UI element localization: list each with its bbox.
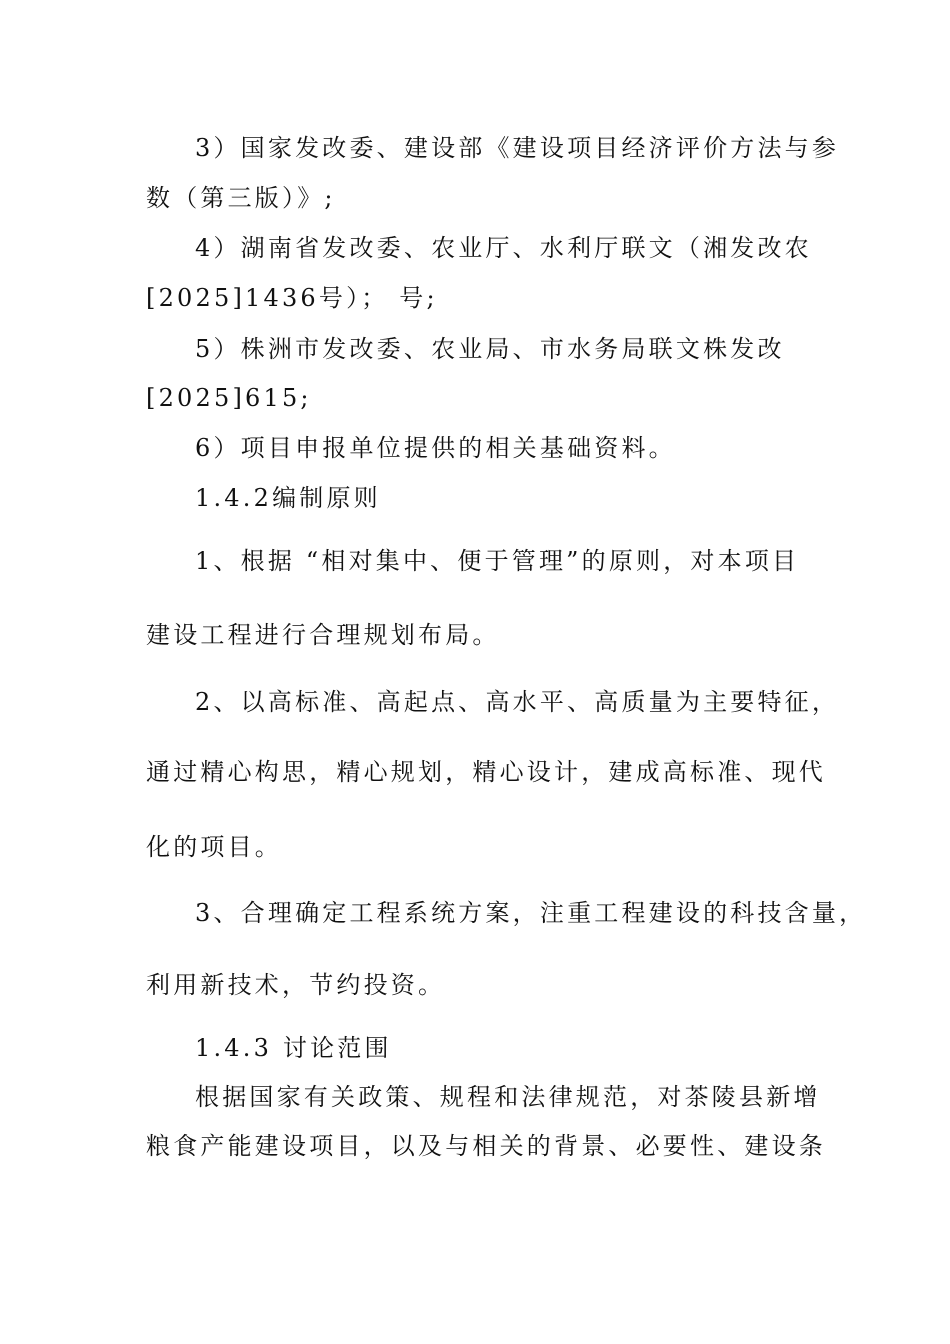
principle-1-line-1: 1、根据 “相对集中、便于管理”的原则，对本项目 bbox=[195, 547, 800, 575]
scope-paragraph-line-2: 粮食产能建设项目，以及与相关的背景、必要性、建设条 bbox=[146, 1132, 826, 1160]
reference-item-4-line-1: 4）湖南省发改委、农业厅、水利厅联文（湘发改农 bbox=[195, 234, 812, 262]
reference-item-5-line-1: 5）株洲市发改委、农业局、市水务局联文株发改 bbox=[195, 335, 785, 363]
section-heading-1-4-2: 1.4.2编制原则 bbox=[195, 484, 381, 512]
reference-item-4-line-2: [2025]1436号）； 号; bbox=[146, 284, 438, 312]
reference-item-3-line-1: 3）国家发改委、建设部《建设项目经济评价方法与参 bbox=[195, 134, 840, 162]
principle-2-line-3: 化的项目。 bbox=[146, 833, 282, 861]
principle-2-line-2: 通过精心构思，精心规划，精心设计，建成高标准、现代 bbox=[146, 758, 826, 786]
principle-3-line-2: 利用新技术，节约投资。 bbox=[146, 971, 446, 999]
reference-item-3-line-2: 数（第三版）》; bbox=[146, 184, 336, 212]
section-heading-1-4-3: 1.4.3 讨论范围 bbox=[195, 1034, 392, 1062]
principle-1-line-2: 建设工程进行合理规划布局。 bbox=[146, 621, 500, 649]
principle-3-line-1: 3、合理确定工程系统方案，注重工程建设的科技含量， bbox=[195, 899, 867, 927]
reference-item-5-line-2: [2025]615; bbox=[146, 384, 312, 412]
reference-item-6: 6）项目申报单位提供的相关基础资料。 bbox=[195, 434, 676, 462]
scope-paragraph-line-1: 根据国家有关政策、规程和法律规范，对茶陵县新增 bbox=[195, 1083, 821, 1111]
principle-2-line-1: 2、以高标准、高起点、高水平、高质量为主要特征， bbox=[195, 688, 840, 716]
